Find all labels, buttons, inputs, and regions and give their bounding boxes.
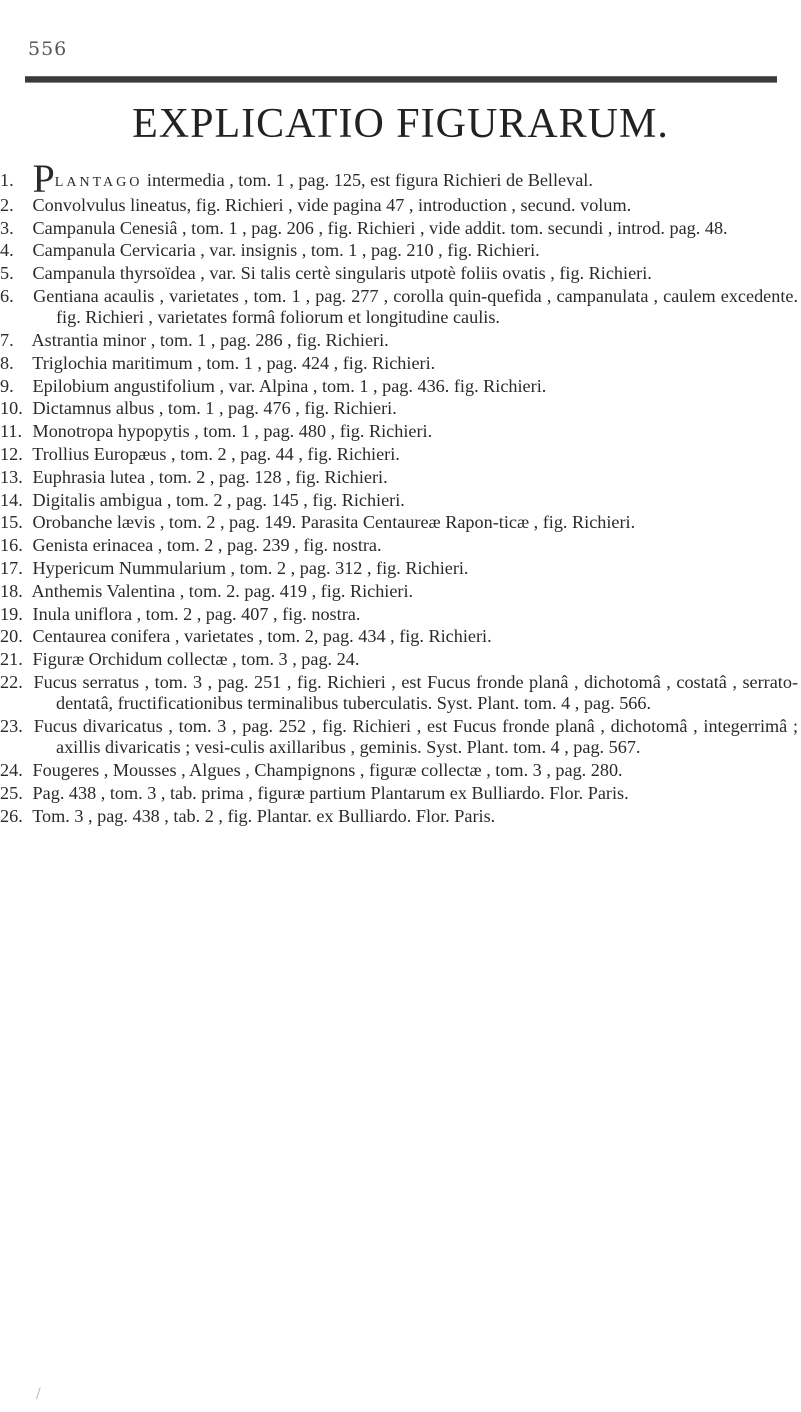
list-item: 7. Astrantia minor , tom. 1 , pag. 286 , fig. Richieri.: [0, 330, 389, 351]
item-text: Genista erinacea , tom. 2 , pag. 239 , fig. nostra.: [32, 535, 382, 556]
margin-mark: /: [36, 1386, 41, 1402]
list-item: 24. Fougeres , Mousses , Algues , Champignons , figuræ collectæ , tom. 3 , pag. 280.: [0, 760, 623, 781]
list-item: 11. Monotropa hypopytis , tom. 1 , pag. 480 , fig. Richieri.: [0, 421, 433, 442]
header-rule: [25, 76, 777, 83]
item-text: Fucus divaricatus , tom. 3 , pag. 252 , fig. Richieri , est Fucus fronde planâ , dichotomâ , integerrimâ ; axillis divaricatis ; vesi-culis axillaribus , geminis. Syst. Plant. tom. 4 , pag. 567.: [33, 716, 799, 758]
smallcaps-word: LANTAGO: [54, 175, 143, 190]
item-text: Dictamnus albus , tom. 1 , pag. 476 , fig. Richieri.: [32, 398, 397, 419]
item-text: Campanula Cervicaria , var. insignis , tom. 1 , pag. 210 , fig. Richieri.: [32, 240, 540, 261]
item-text: Figuræ Orchidum collectæ , tom. 3 , pag. 24.: [32, 649, 360, 670]
list-item: 14. Digitalis ambigua , tom. 2 , pag. 145 , fig. Richieri.: [0, 489, 405, 510]
list-item: 18. Anthemis Valentina , tom. 2. pag. 419 , fig. Richieri.: [0, 580, 414, 601]
item-text: Pag. 438 , tom. 3 , tab. prima , figuræ partium Plantarum ex Bulliardo. Flor. Paris.: [32, 783, 629, 804]
list-item: 23. Fucus divaricatus , tom. 3 , pag. 252 , fig. Richieri , est Fucus fronde planâ , dichotomâ , integerrimâ ; axillis divaricatis ; vesi-culis axillaribus , geminis. Syst. Plant. tom. 4 , pag. 567.: [0, 716, 799, 758]
list-item: 8. Triglochia maritimum , tom. 1 , pag. 424 , fig. Richieri.: [0, 352, 436, 373]
list-item: 2. Convolvulus lineatus, fig. Richieri , vide pagina 47 , introduction , secund. volum.: [0, 194, 632, 215]
list-item: 5. Campanula thyrsoïdea , var. Si talis certè singularis utpotè foliis ovatis , fig. Richieri.: [0, 263, 652, 284]
item-text: Fucus serratus , tom. 3 , pag. 251 , fig. Richieri , est Fucus fronde planâ , dichotomâ , costatâ , serrato-dentatâ, fructificationibus terminalibus tuberculatis. Syst. Plant. tom. 4 , pag. 566.: [33, 672, 798, 714]
list-item: 3. Campanula Cenesiâ , tom. 1 , pag. 206 , fig. Richieri , vide addit. tom. secundi , introd. pag. 48.: [0, 217, 728, 238]
item-text: Tom. 3 , pag. 438 , tab. 2 , fig. Plantar. ex Bulliardo. Flor. Paris.: [32, 805, 496, 826]
list-item: 15. Orobanche lævis , tom. 2 , pag. 149. Parasita Centaureæ Rapon-ticæ , fig. Richieri.: [0, 512, 636, 533]
list-item: 20. Centaurea conifera , varietates , tom. 2, pag. 434 , fig. Richieri.: [0, 626, 492, 647]
item-text: Digitalis ambigua , tom. 2 , pag. 145 , fig. Richieri.: [32, 489, 405, 510]
item-text: Fougeres , Mousses , Algues , Champignons , figuræ collectæ , tom. 3 , pag. 280.: [32, 760, 623, 781]
item-text: Monotropa hypopytis , tom. 1 , pag. 480 , fig. Richieri.: [32, 421, 433, 442]
list-item: 10. Dictamnus albus , tom. 1 , pag. 476 , fig. Richieri.: [0, 398, 397, 419]
list-item: 13. Euphrasia lutea , tom. 2 , pag. 128 , fig. Richieri.: [0, 466, 388, 487]
list-item: 6. Gentiana acaulis , varietates , tom. 1 , pag. 277 , corolla quin-quefida , campanulata , caulem excedente. fig. Richieri , varietates formâ foliorum et longitudine caulis.: [0, 285, 799, 328]
list-item: 1. PLANTAGO intermedia , tom. 1 , pag. 125, est figura Richieri de Belleval.: [0, 156, 593, 201]
entry-list: [0, 194, 799, 827]
list-item: 22. Fucus serratus , tom. 3 , pag. 251 , fig. Richieri , est Fucus fronde planâ , dichotomâ , costatâ , serrato-dentatâ, fructificationibus terminalibus tuberculatis. Syst. Plant. tom. 4 , pag. 566.: [0, 672, 798, 714]
page-title: EXPLICATIO FIGURARUM.: [132, 101, 669, 147]
list-item: 26. Tom. 3 , pag. 438 , tab. 2 , fig. Plantar. ex Bulliardo. Flor. Paris.: [0, 805, 496, 826]
item-text: Gentiana acaulis , varietates , tom. 1 , pag. 277 , corolla quin-quefida , campanulata , caulem excedente. fig. Richieri , varietates formâ foliorum et longitudine caulis.: [33, 285, 799, 328]
list-item: 16. Genista erinacea , tom. 2 , pag. 239 , fig. nostra.: [0, 535, 382, 556]
item-text: intermedia , tom. 1 , pag. 125, est figura Richieri de Belleval.: [142, 170, 593, 190]
item-text: Campanula thyrsoïdea , var. Si talis certè singularis utpotè foliis ovatis , fig. Richieri.: [32, 263, 652, 284]
item-text: Inula uniflora , tom. 2 , pag. 407 , fig. nostra.: [32, 603, 361, 624]
item-text: Campanula Cenesiâ , tom. 1 , pag. 206 , fig. Richieri , vide addit. tom. secundi , introd. pag. 48.: [32, 217, 728, 238]
list-item: 4. Campanula Cervicaria , var. insignis , tom. 1 , pag. 210 , fig. Richieri.: [0, 240, 540, 261]
page-number: 556: [28, 38, 68, 60]
list-item: 9. Epilobium angustifolium , var. Alpina , tom. 1 , pag. 436. fig. Richieri.: [0, 375, 547, 396]
item-text: Epilobium angustifolium , var. Alpina , tom. 1 , pag. 436. fig. Richieri.: [32, 375, 547, 396]
list-item: 17. Hypericum Nummularium , tom. 2 , pag. 312 , fig. Richieri.: [0, 558, 469, 579]
item-text: Hypericum Nummularium , tom. 2 , pag. 312 , fig. Richieri.: [32, 558, 469, 579]
figure-list: [0, 156, 799, 829]
list-item: 21. Figuræ Orchidum collectæ , tom. 3 , pag. 24.: [0, 649, 360, 670]
list-item: 12. Trollius Europæus , tom. 2 , pag. 44 , fig. Richieri.: [0, 444, 400, 465]
item-text: Euphrasia lutea , tom. 2 , pag. 128 , fig. Richieri.: [32, 466, 388, 487]
item-text: Anthemis Valentina , tom. 2. pag. 419 , fig. Richieri.: [31, 580, 414, 601]
item-text: Trollius Europæus , tom. 2 , pag. 44 , fig. Richieri.: [32, 444, 400, 465]
list-item: 19. Inula uniflora , tom. 2 , pag. 407 , fig. nostra.: [0, 603, 361, 624]
item-text: Centaurea conifera , varietates , tom. 2, pag. 434 , fig. Richieri.: [32, 626, 492, 647]
item-text: Orobanche lævis , tom. 2 , pag. 149. Parasita Centaureæ Rapon-ticæ , fig. Richieri.: [32, 512, 636, 533]
item-text: Convolvulus lineatus, fig. Richieri , vide pagina 47 , introduction , secund. volum.: [32, 194, 632, 215]
item-text: Triglochia maritimum , tom. 1 , pag. 424 , fig. Richieri.: [32, 352, 436, 373]
drop-capital: P: [32, 156, 55, 201]
list-item: 25. Pag. 438 , tom. 3 , tab. prima , figuræ partium Plantarum ex Bulliardo. Flor. Paris.: [0, 783, 629, 804]
item-text: Astrantia minor , tom. 1 , pag. 286 , fig. Richieri.: [31, 330, 389, 351]
